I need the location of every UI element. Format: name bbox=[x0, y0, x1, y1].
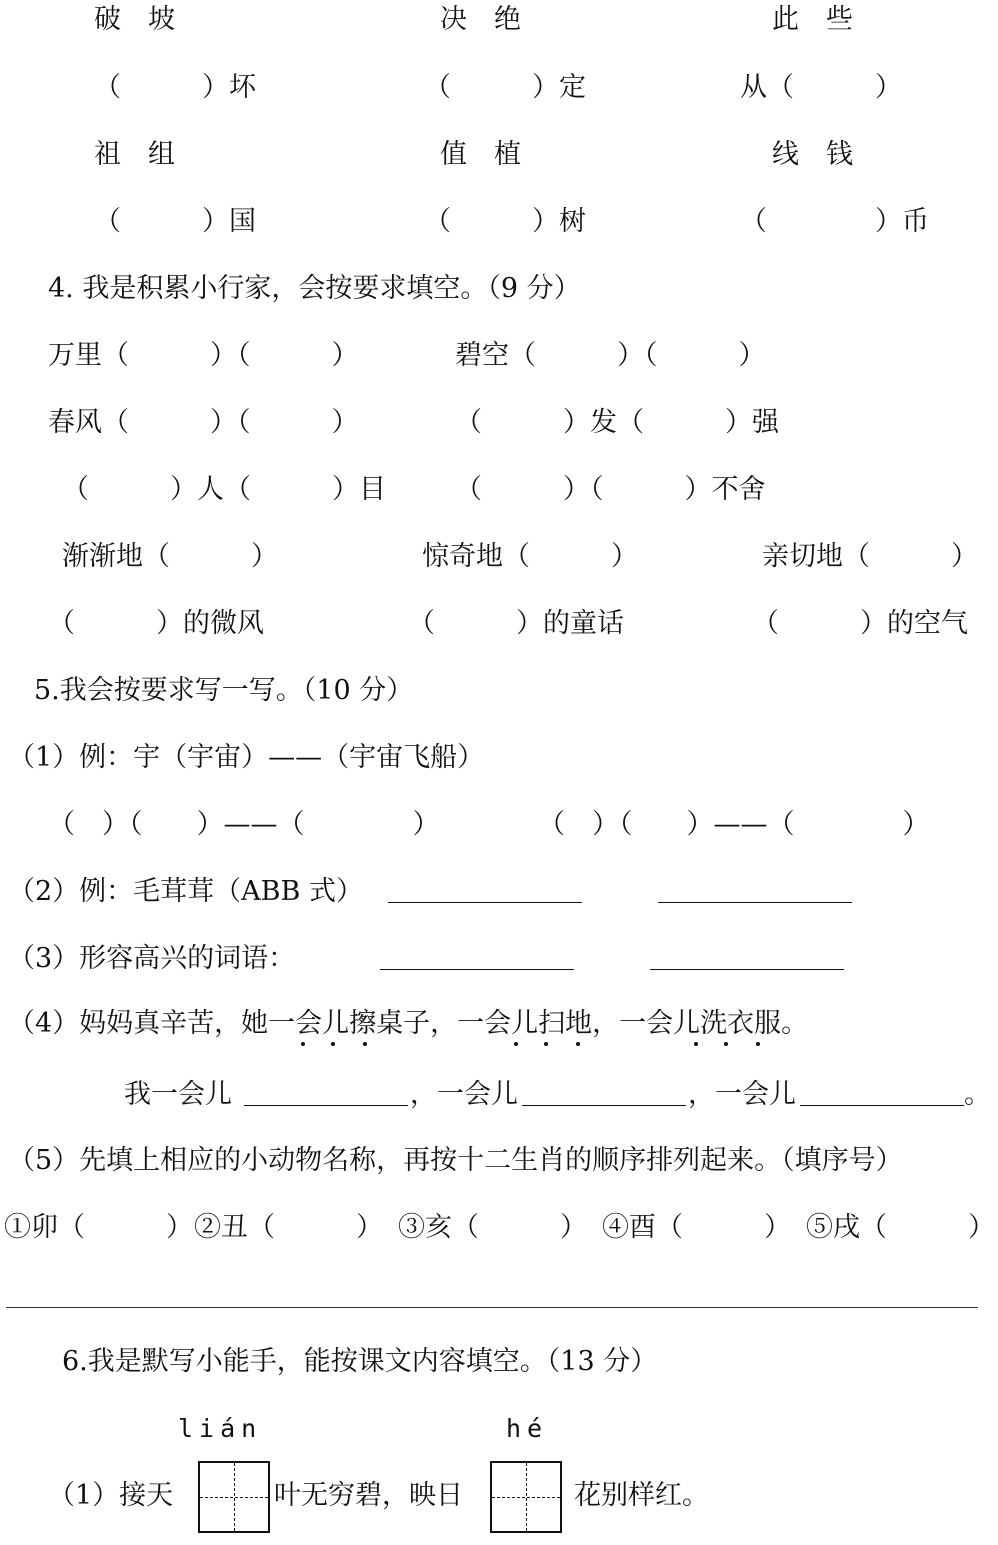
section-4-title: 4. 我是积累小行家，会按要求填空。（9 分） bbox=[48, 273, 581, 304]
poem-line-start: （1）接天 bbox=[48, 1480, 174, 1511]
answer-line[interactable] bbox=[244, 1105, 408, 1106]
answer-line[interactable] bbox=[388, 902, 582, 903]
poem-line-end: 花别样红。 bbox=[574, 1480, 709, 1511]
question-5: （5）先填上相应的小动物名称，再按十二生肖的顺序排列起来。（填序号） bbox=[8, 1145, 903, 1176]
answer-line[interactable] bbox=[380, 969, 574, 970]
answer-line[interactable] bbox=[522, 1105, 686, 1106]
fill-blank[interactable]: （ ）币 bbox=[740, 206, 929, 237]
word-pair-1: 破 坡 bbox=[94, 4, 175, 35]
section-6-title: 6.我是默写小能手，能按课文内容填空。（13 分） bbox=[62, 1346, 658, 1377]
poem-line-mid: 叶无穷碧，映日 bbox=[274, 1480, 463, 1511]
fill-blank[interactable]: 从（ ） bbox=[740, 72, 902, 103]
word-pair-4: 祖 组 bbox=[94, 139, 175, 170]
answer-line[interactable] bbox=[800, 1105, 964, 1106]
emphasis-dot bbox=[724, 1042, 728, 1046]
pinyin-lian: lián bbox=[178, 1414, 263, 1443]
adjective-blank[interactable]: （ ）的童话 bbox=[408, 608, 624, 639]
answer-line[interactable] bbox=[658, 902, 852, 903]
fill-blank[interactable]: （ ）国 bbox=[94, 206, 256, 237]
pinyin-he: hé bbox=[506, 1414, 549, 1443]
zodiac-blank[interactable]: ③亥（ ） bbox=[398, 1212, 587, 1243]
sentence-end: 。 bbox=[964, 1079, 991, 1110]
adverb-blank[interactable]: 渐渐地（ ） bbox=[62, 541, 278, 572]
idiom-blank[interactable]: （ ）人（ ）目 bbox=[62, 474, 386, 505]
zodiac-blank[interactable]: ①卯（ ） bbox=[4, 1212, 193, 1243]
emphasis-dot bbox=[544, 1042, 548, 1046]
emphasis-dot bbox=[694, 1042, 698, 1046]
character-grid-box[interactable] bbox=[490, 1461, 562, 1533]
idiom-blank[interactable]: 万里（ ）（ ） bbox=[48, 340, 359, 371]
answer-line[interactable] bbox=[650, 969, 844, 970]
emphasis-dot bbox=[514, 1042, 518, 1046]
emphasis-dot bbox=[363, 1042, 367, 1046]
adjective-blank[interactable]: （ ）的空气 bbox=[752, 608, 968, 639]
word-pair-6: 线 钱 bbox=[772, 139, 853, 170]
sentence-mid: ，一会儿 bbox=[688, 1079, 796, 1110]
section-5-title: 5.我会按要求写一写。（10 分） bbox=[34, 675, 414, 706]
emphasis-dot bbox=[331, 1042, 335, 1046]
emphasis-dot bbox=[576, 1042, 580, 1046]
idiom-blank[interactable]: 碧空（ ）（ ） bbox=[455, 340, 766, 371]
example-1: （1）例：宇（宇宙）——（宇宙飞船） bbox=[8, 742, 485, 773]
adjective-blank[interactable]: （ ）的微风 bbox=[48, 608, 264, 639]
fill-blank[interactable]: （ ）坏 bbox=[94, 72, 256, 103]
fill-blank[interactable]: （ ）树 bbox=[424, 206, 586, 237]
word-pair-5: 值 植 bbox=[440, 139, 521, 170]
zodiac-blank[interactable]: ②丑（ ） bbox=[194, 1212, 383, 1243]
sentence-mid: ，一会儿 bbox=[410, 1079, 518, 1110]
emphasis-dot bbox=[301, 1042, 305, 1046]
compound-blank[interactable]: （ ）（ ）——（ ） bbox=[538, 809, 930, 840]
character-grid-box[interactable] bbox=[198, 1461, 270, 1533]
fill-blank[interactable]: （ ）定 bbox=[424, 72, 586, 103]
idiom-blank[interactable]: （ ）（ ）不舍 bbox=[455, 474, 766, 505]
divider bbox=[6, 1307, 978, 1308]
compound-blank[interactable]: （ ）（ ）——（ ） bbox=[48, 809, 440, 840]
word-pair-2: 决 绝 bbox=[440, 4, 521, 35]
zodiac-blank[interactable]: ⑤戌（ ） bbox=[806, 1212, 995, 1243]
word-pair-3: 此 些 bbox=[772, 4, 853, 35]
sentence-start: 我一会儿 bbox=[124, 1079, 232, 1110]
adverb-blank[interactable]: 惊奇地（ ） bbox=[422, 541, 638, 572]
question-3: （3）形容高兴的词语： bbox=[8, 943, 296, 974]
question-4: （4）妈妈真辛苦，她一会儿擦桌子，一会儿扫地，一会儿洗衣服。 bbox=[8, 1008, 809, 1039]
idiom-blank[interactable]: 春风（ ）（ ） bbox=[48, 407, 359, 438]
zodiac-blank[interactable]: ④酉（ ） bbox=[602, 1212, 791, 1243]
idiom-blank[interactable]: （ ）发（ ）强 bbox=[455, 407, 779, 438]
adverb-blank[interactable]: 亲切地（ ） bbox=[762, 541, 978, 572]
example-2: （2）例：毛茸茸（ABB 式） bbox=[8, 876, 363, 907]
emphasis-dot bbox=[756, 1042, 760, 1046]
